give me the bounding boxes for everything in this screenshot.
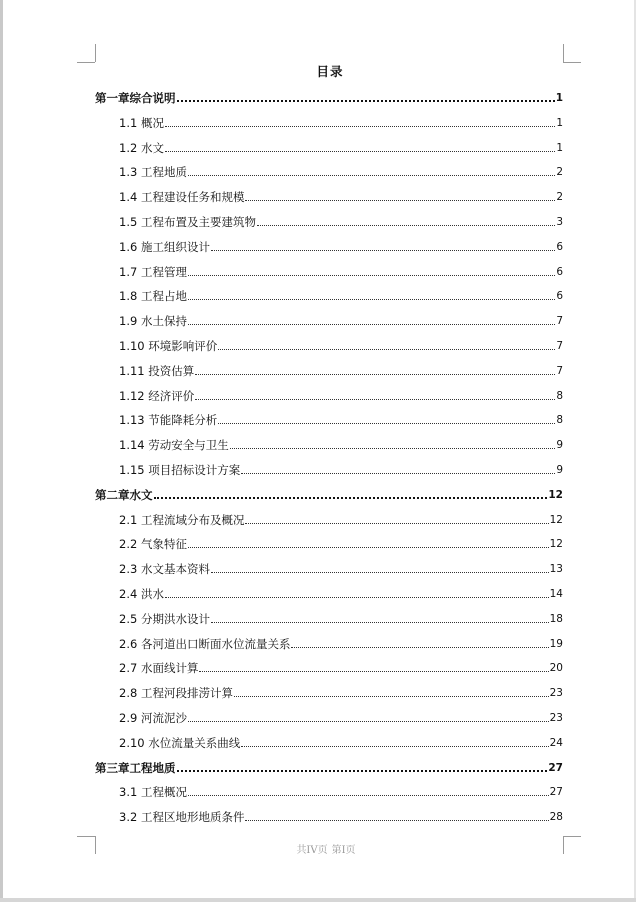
toc-chapter-entry[interactable] xyxy=(95,86,563,106)
toc-list xyxy=(0,86,636,830)
toc-dot-leader xyxy=(211,250,555,251)
toc-page-number: 6 xyxy=(556,265,563,278)
toc-section-entry[interactable] xyxy=(119,458,563,478)
toc-page-number: 12 xyxy=(549,538,563,551)
toc-section-entry[interactable] xyxy=(119,384,563,404)
page-edge-bottom xyxy=(0,898,636,902)
toc-entry-label: 3.2 工程区地形地质条件 xyxy=(119,810,245,825)
toc-page-number: 7 xyxy=(556,364,563,377)
toc-entry-label: 1.9 水土保持 xyxy=(119,314,187,329)
toc-page-number: 28 xyxy=(549,811,563,824)
toc-entry-label: 第一章综合说明 xyxy=(95,91,176,105)
toc-page-number: 6 xyxy=(556,240,563,253)
toc-section-entry[interactable] xyxy=(119,557,563,577)
toc-page-number: 23 xyxy=(549,712,563,724)
crop-mark-bottom-right xyxy=(563,836,581,837)
toc-entry-label: 2.6 各河道出口断面水位流量关系 xyxy=(119,636,291,651)
toc-page-number: 1 xyxy=(556,141,563,154)
toc-entry-label: 1.2 水文 xyxy=(119,140,164,155)
crop-mark-top-right xyxy=(563,44,564,62)
toc-chapter-entry[interactable] xyxy=(95,756,563,776)
toc-dot-leader xyxy=(188,275,555,276)
toc-chapter-entry[interactable] xyxy=(95,483,563,503)
toc-page-number: 27 xyxy=(549,786,563,799)
toc-entry-label: 1.4 工程建设任务和规模 xyxy=(119,190,245,205)
toc-dot-leader xyxy=(165,126,555,127)
toc-section-entry[interactable] xyxy=(119,632,563,652)
toc-dot-leader xyxy=(177,770,548,772)
toc-dot-leader xyxy=(188,547,549,548)
toc-page-number: 8 xyxy=(556,414,563,427)
toc-dot-leader xyxy=(257,225,555,226)
toc-entry-label: 2.7 水面线计算 xyxy=(119,661,199,676)
toc-dot-leader xyxy=(199,671,548,672)
toc-entry-label: 2.9 河流泥沙 xyxy=(119,711,187,725)
toc-section-entry[interactable] xyxy=(119,235,563,255)
toc-page-number: 1 xyxy=(555,92,563,104)
toc-entry-label: 1.5 工程布置及主要建筑物 xyxy=(119,215,256,229)
toc-entry-label: 1.7 工程管理 xyxy=(119,264,187,279)
toc-entry-label: 第三章工程地质 xyxy=(95,760,176,775)
toc-dot-leader xyxy=(188,299,555,300)
toc-page-number: 7 xyxy=(556,315,563,328)
toc-entry-label: 1.15 项目招标设计方案 xyxy=(119,463,241,477)
toc-dot-leader xyxy=(188,324,555,325)
toc-entry-label: 2.8 工程河段排涝计算 xyxy=(119,686,233,701)
toc-entry-label: 3.1 工程概况 xyxy=(119,785,187,800)
toc-entry-label: 1.13 节能降耗分析 xyxy=(119,413,218,428)
toc-page-number: 14 xyxy=(549,588,563,600)
toc-page-number: 8 xyxy=(556,389,563,402)
toc-page-number: 1 xyxy=(556,116,563,129)
toc-entry-label: 1.1 概况 xyxy=(119,115,164,130)
toc-section-entry[interactable] xyxy=(119,582,563,602)
toc-page-number: 23 xyxy=(549,687,563,700)
crop-mark-bottom-left xyxy=(77,836,95,837)
toc-page-number: 12 xyxy=(549,513,563,526)
toc-dot-leader xyxy=(195,399,555,400)
toc-section-entry[interactable] xyxy=(119,334,563,354)
toc-title: 目录 xyxy=(316,64,344,79)
toc-dot-leader xyxy=(245,820,548,821)
toc-page-number: 24 xyxy=(549,736,563,749)
total-pages: 共IV页 xyxy=(296,845,328,856)
toc-entry-label: 第二章水文 xyxy=(95,487,153,502)
toc-section-entry[interactable] xyxy=(119,359,563,379)
toc-section-entry[interactable] xyxy=(119,681,563,701)
toc-dot-leader xyxy=(218,423,555,424)
toc-page-number: 6 xyxy=(556,290,563,303)
toc-dot-leader xyxy=(241,473,555,474)
toc-entry-label: 2.10 水位流量关系曲线 xyxy=(119,735,241,750)
toc-section-entry[interactable] xyxy=(119,780,563,800)
toc-dot-leader xyxy=(211,622,549,623)
toc-section-entry[interactable] xyxy=(119,408,563,428)
toc-page-number: 27 xyxy=(548,761,563,774)
current-page: 第I页 xyxy=(331,845,356,856)
toc-dot-leader xyxy=(177,100,555,102)
toc-page-number: 7 xyxy=(556,340,563,352)
toc-page-number: 3 xyxy=(556,216,563,228)
toc-dot-leader xyxy=(154,497,548,499)
toc-dot-leader xyxy=(165,597,549,598)
toc-entry-label: 1.6 施工组织设计 xyxy=(119,239,210,254)
toc-dot-leader xyxy=(188,721,549,722)
toc-entry-label: 1.8 工程占地 xyxy=(119,289,187,304)
toc-dot-leader xyxy=(218,349,555,350)
toc-section-entry[interactable] xyxy=(119,136,563,156)
toc-section-entry[interactable] xyxy=(119,731,563,751)
toc-page-number: 13 xyxy=(549,563,563,576)
toc-page-number: 9 xyxy=(556,464,563,476)
crop-mark-top-left xyxy=(95,44,96,62)
toc-section-entry[interactable] xyxy=(119,532,563,552)
toc-section-entry[interactable] xyxy=(119,508,563,528)
toc-entry-label: 1.11 投资估算 xyxy=(119,363,195,378)
toc-section-entry[interactable] xyxy=(119,284,563,304)
toc-dot-leader xyxy=(230,448,556,449)
toc-entry-label: 1.3 工程地质 xyxy=(119,165,187,180)
toc-section-entry[interactable] xyxy=(119,706,563,726)
toc-dot-leader xyxy=(245,200,555,201)
toc-dot-leader xyxy=(241,746,548,747)
toc-section-entry[interactable] xyxy=(119,607,563,627)
toc-dot-leader xyxy=(245,523,548,524)
toc-entry-label: 1.10 环境影响评价 xyxy=(119,339,218,353)
toc-entry-label: 2.1 工程流域分布及概况 xyxy=(119,512,245,527)
toc-section-entry[interactable] xyxy=(119,656,563,676)
toc-dot-leader xyxy=(188,795,549,796)
toc-entry-label: 2.3 水文基本资料 xyxy=(119,562,210,577)
toc-section-entry[interactable] xyxy=(119,805,563,825)
toc-dot-leader xyxy=(211,572,549,573)
toc-dot-leader xyxy=(234,696,549,697)
toc-entry-label: 1.14 劳动安全与卫生 xyxy=(119,438,229,453)
toc-page-number: 18 xyxy=(549,612,563,625)
toc-entry-label: 2.5 分期洪水设计 xyxy=(119,611,210,626)
toc-dot-leader xyxy=(188,175,555,176)
toc-section-entry[interactable] xyxy=(119,260,563,280)
toc-page-number: 2 xyxy=(556,166,563,179)
toc-page-number: 9 xyxy=(556,439,563,452)
page-footer xyxy=(0,841,636,856)
toc-section-entry[interactable] xyxy=(119,111,563,131)
toc-page-number: 19 xyxy=(549,637,563,650)
toc-section-entry[interactable] xyxy=(119,433,563,453)
toc-section-entry[interactable] xyxy=(119,210,563,230)
toc-dot-leader xyxy=(165,151,555,152)
toc-page-number: 12 xyxy=(548,488,563,501)
toc-section-entry[interactable] xyxy=(119,185,563,205)
toc-section-entry[interactable] xyxy=(119,309,563,329)
toc-dot-leader xyxy=(195,374,555,375)
toc-entry-label: 1.12 经济评价 xyxy=(119,388,195,403)
toc-dot-leader xyxy=(291,647,548,648)
toc-entry-label: 2.2 气象特征 xyxy=(119,537,187,552)
toc-entry-label: 2.4 洪水 xyxy=(119,587,164,601)
toc-page-number: 2 xyxy=(556,191,563,204)
toc-section-entry[interactable] xyxy=(119,160,563,180)
toc-page-number: 20 xyxy=(549,662,563,675)
